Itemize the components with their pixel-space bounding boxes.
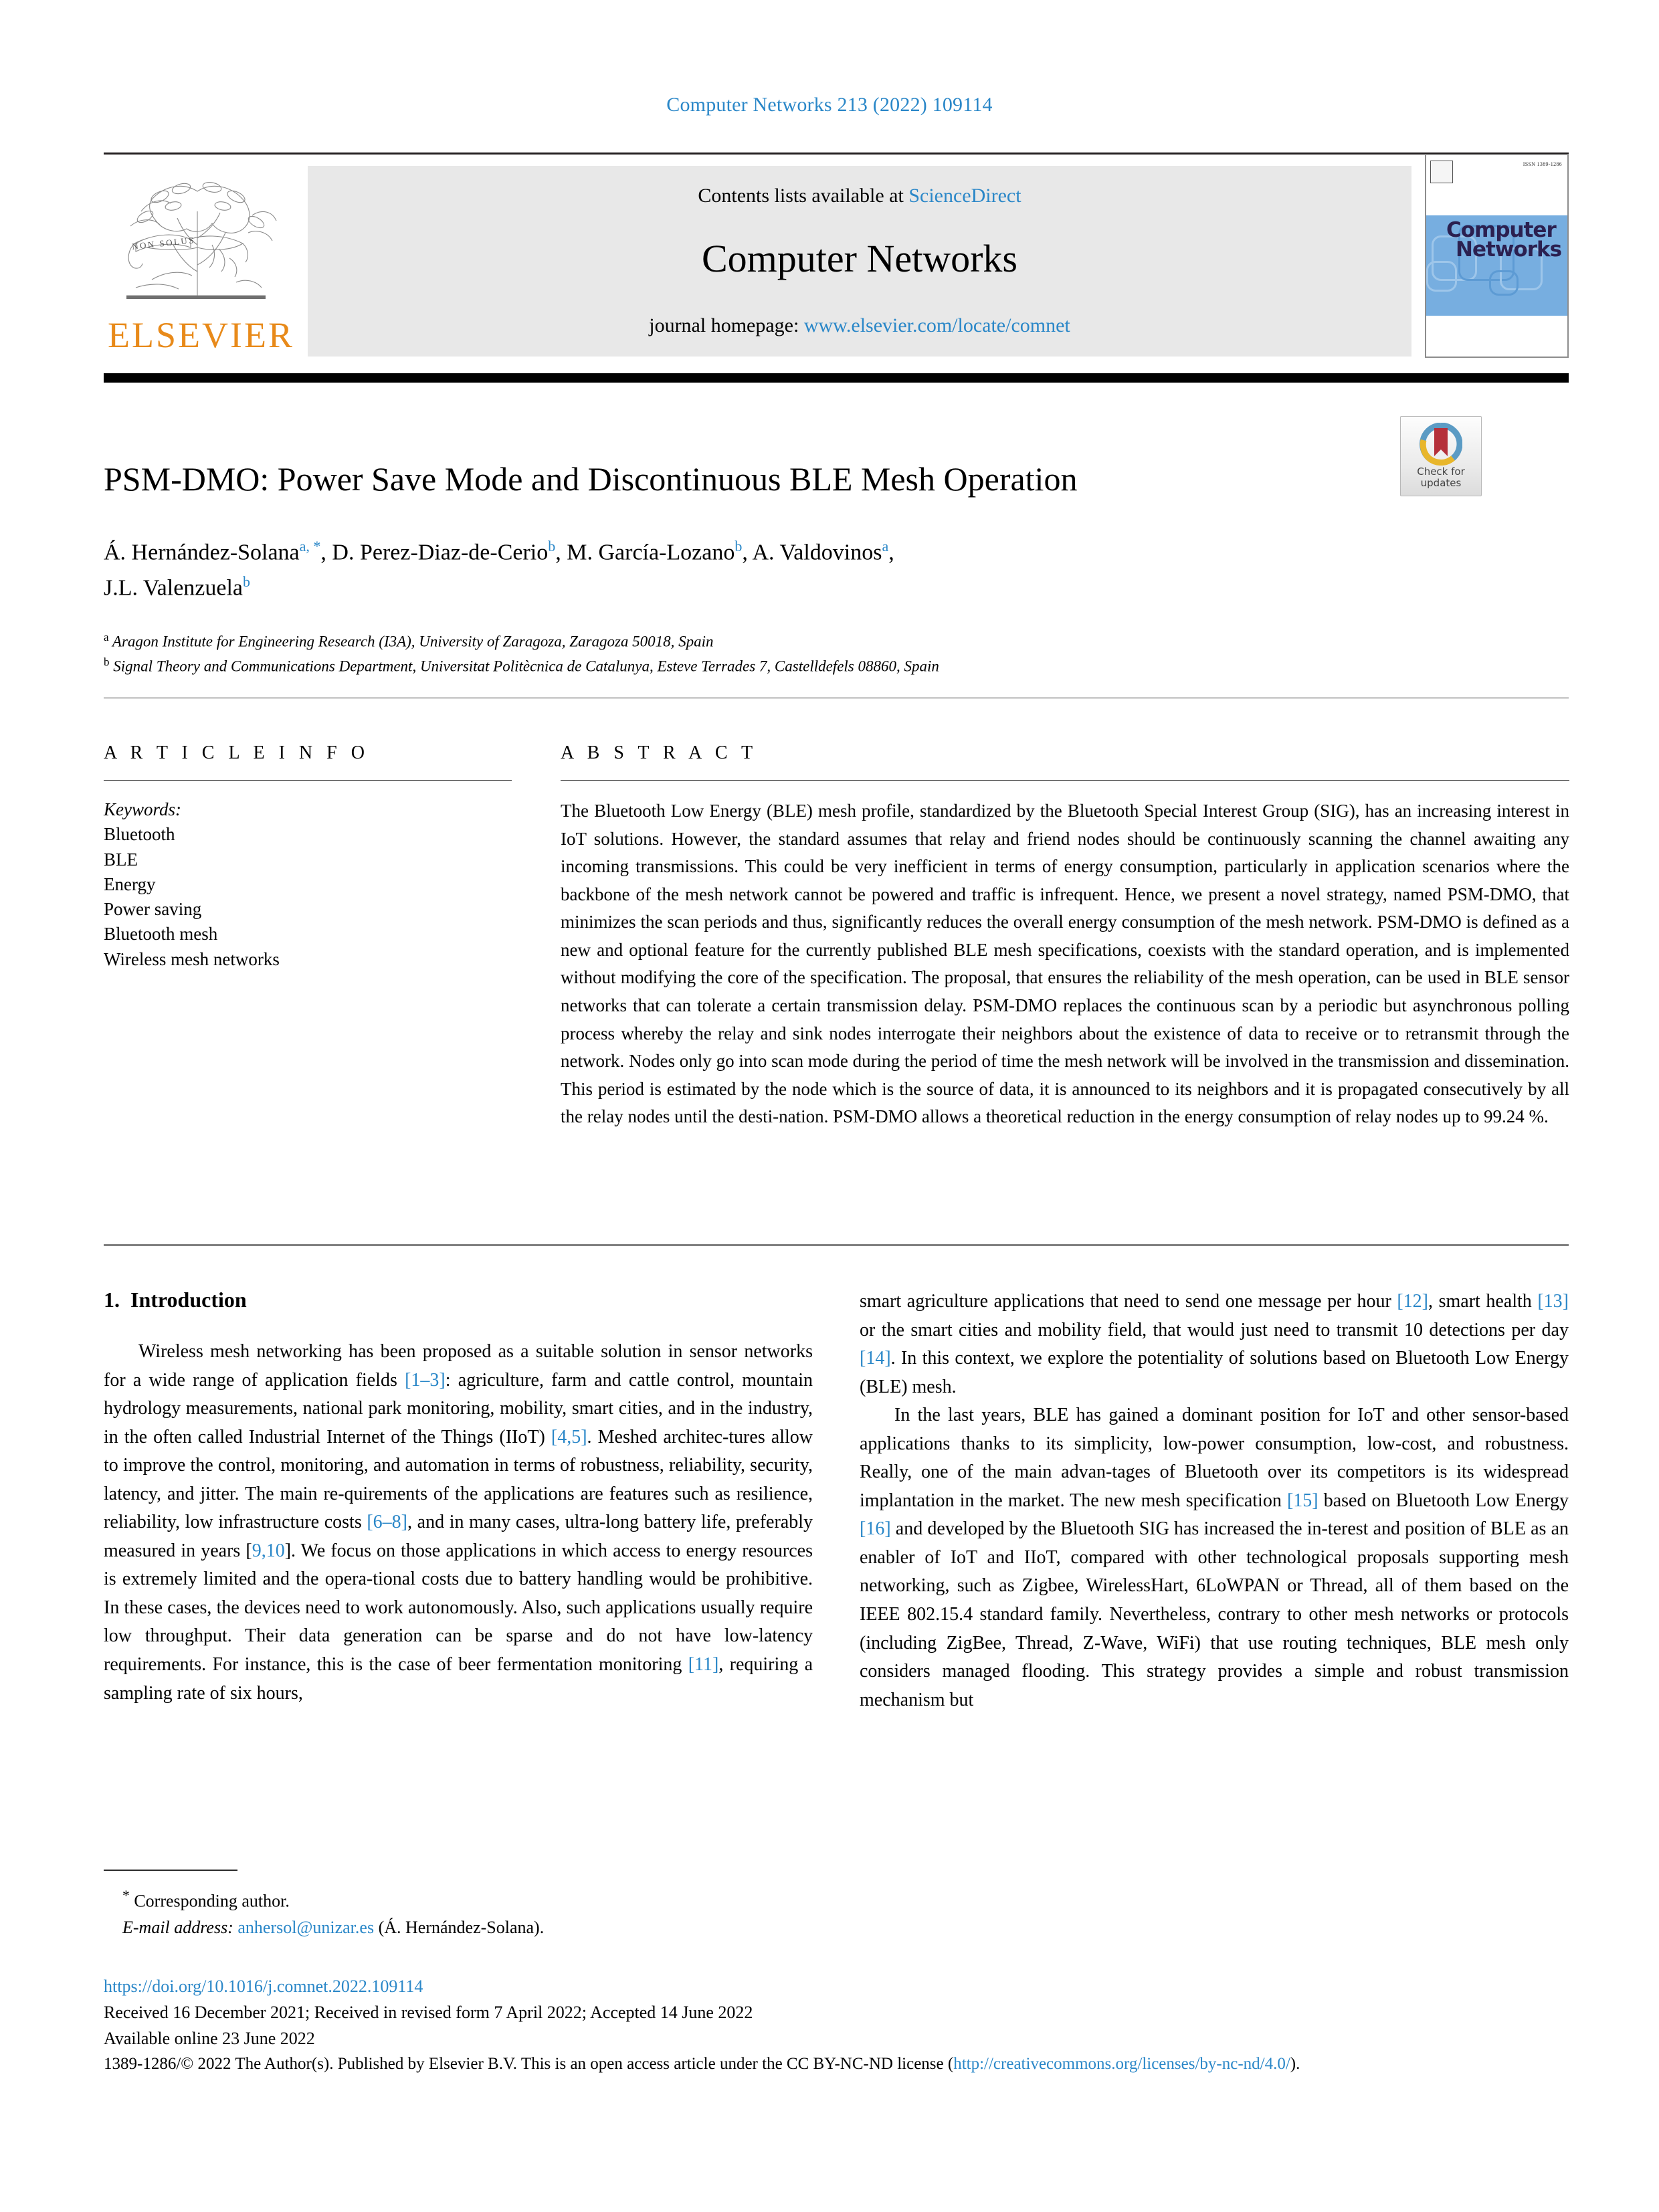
journal-homepage-prefix: journal homepage: — [649, 314, 804, 336]
affiliation-b-mark: b — [104, 656, 110, 669]
section-number: 1. — [104, 1288, 120, 1312]
article-info-underline — [104, 780, 512, 781]
email-link[interactable]: anhersol@unizar.es — [237, 1917, 375, 1937]
citation-ref[interactable]: [6–8] — [367, 1512, 408, 1533]
keywords-block — [104, 797, 532, 972]
masthead-black-bar — [104, 373, 1569, 383]
affiliation-b — [104, 653, 1508, 678]
body-text: , smart health — [1428, 1291, 1538, 1312]
cover-elsevier-logo-icon — [1430, 161, 1453, 183]
keyword-item: Energy — [104, 874, 156, 894]
svg-text:NON SOLUS: NON SOLUS — [131, 235, 196, 252]
affiliation-list — [104, 629, 1508, 679]
cover-journal-title — [1446, 218, 1562, 262]
crossmark-label — [1401, 466, 1481, 490]
keyword-item: Wireless mesh networks — [104, 948, 280, 969]
elsevier-tree-icon — [112, 165, 279, 310]
crossmark-badge[interactable] — [1400, 416, 1482, 496]
author-1: Á. Hernández-Solana — [104, 540, 300, 565]
elsevier-logo — [104, 165, 294, 359]
cover-title-line2: Networks — [1456, 237, 1562, 262]
abstract-text: The Bluetooth Low Energy (BLE) mesh profile, standardized by the Bluetooth Special Interest Group (SIG), has an increasing interest in IoT solutions. However, the standard assumes that relay and friend nodes should be continuously scanning the channel awaiting any incoming transmissions. This could be very inefficient in terms of energy consumption, particularly in application scenarios where the backbone of the mesh network cannot be powered and traffic is infrequent. Hence, we present a novel strategy, named PSM-DMO, that minimizes the scan periods and thus, significantly reduces the overall energy consumption of the mesh network. PSM-DMO is defined as a new and optional feature for the currently published BLE mesh specifications, coexists with the standard operation, and is implemented without modifying the core of the specification. The proposal, that ensures the reliability of the mesh operation, can be used in BLE sensor networks that can tolerate a certain transmission delay. PSM-DMO replaces the continuous scan by a periodic but asynchronous polling process whereby the relay and sink nodes interrogate their neighbors about the existence of data to receive or to retransmit through the network. Nodes only go into scan mode during the period of time the mesh network will be involved in the transmission and dissemination. This period is estimated by the node which is the source of data, it is announced to its neighbors and it is propagated consecutively by all the relay nodes until the desti-nation. PSM-DMO allows a theoretical reduction in the energy consumption of relay nodes up to 99.24 %. — [561, 801, 1569, 1127]
keyword-item: BLE — [104, 849, 138, 870]
affiliation-a-mark: a — [104, 631, 109, 643]
citation-ref[interactable]: [16] — [860, 1518, 891, 1540]
keywords-label: Keywords: — [104, 799, 181, 819]
paragraph — [860, 1288, 1569, 1401]
body-column-right — [860, 1288, 1569, 1714]
abstract-heading: A B S T R A C T — [561, 742, 758, 763]
footnote-separator-rule — [104, 1870, 237, 1871]
elsevier-wordmark: ELSEVIER — [108, 315, 294, 355]
abstract-underline — [561, 780, 1569, 781]
cover-decoration-shape-4 — [1489, 270, 1519, 296]
license-link[interactable]: http://creativecommons.org/licenses/by-nc-nd/4.0/ — [953, 2055, 1290, 2073]
author-3: M. García-Lozano — [567, 540, 735, 565]
body-text: smart agriculture applications that need to send one message per hour — [860, 1291, 1397, 1312]
keyword-item: Power saving — [104, 899, 202, 919]
journal-masthead — [104, 159, 1569, 360]
email-label: E-mail address: — [122, 1917, 233, 1937]
author-5-affil-mark: b — [243, 573, 251, 591]
running-head: Computer Networks 213 (2022) 109114 — [666, 94, 993, 116]
author-4: A. Valdovinos — [752, 540, 882, 565]
copyright-suffix: ). — [1290, 2055, 1300, 2073]
crossmark-label-line1: Check for — [1417, 466, 1465, 478]
cover-title-line1: Computer — [1446, 218, 1556, 242]
author-2: D. Perez-Diaz-de-Cerio — [332, 540, 549, 565]
author-3-affil-mark: b — [735, 538, 743, 555]
citation-ref[interactable]: [11] — [688, 1654, 719, 1676]
body-text: In the last years, BLE has gained a dominant position for IoT and other sensor-based applications thanks to its simplicity, low-power consumption, low-cost, and robustness. Really, one of the main advan-tages of Bluetooth over its competitors is its widespread implantation in the market. The new mesh specification — [860, 1405, 1569, 1511]
body-text: ]. We focus on those applications in which access to energy resources is extremely limited and the opera-tional costs due to battery handling would be prohibitive. In these cases, the devices need to work autonomously. Also, such applications usually require low throughput. Their data generation can be sparse and do not have low-latency requirements. For instance, this is the case of beer fermentation monitoring — [104, 1540, 813, 1676]
doi-line — [104, 1973, 1569, 1999]
journal-cover-thumbnail[interactable] — [1425, 154, 1569, 358]
keyword-item: Bluetooth mesh — [104, 924, 218, 944]
journal-homepage-link[interactable]: www.elsevier.com/locate/comnet — [803, 314, 1070, 336]
crossmark-label-line2: updates — [1420, 477, 1462, 490]
page-title: PSM-DMO: Power Save Mode and Discontinuous BLE Mesh Operation — [104, 460, 1078, 498]
body-text: . In this context, we explore the potentiality of solutions based on Bluetooth Low Energy (BLE) mesh. — [860, 1348, 1569, 1397]
author-1-affil-mark: a, * — [299, 538, 321, 555]
author-4-affil-mark: a — [882, 538, 889, 555]
masthead-contents-box — [308, 166, 1411, 357]
corresponding-author-note — [104, 1885, 840, 1914]
journal-title: Computer Networks — [702, 237, 1017, 280]
contents-lists-prefix: Contents lists available at — [698, 185, 909, 207]
section-heading-introduction — [104, 1288, 247, 1312]
paragraph — [860, 1401, 1569, 1714]
journal-homepage-line — [308, 314, 1411, 337]
body-text: or the smart cities and mobility field, that would just need to transmit 10 detections per day — [860, 1319, 1569, 1340]
citation-ref[interactable]: 9,10 — [252, 1540, 285, 1561]
author-5: J.L. Valenzuela — [104, 575, 243, 601]
affiliation-a — [104, 629, 1508, 653]
sciencedirect-link[interactable]: ScienceDirect — [908, 185, 1021, 207]
cover-issn-text: ISSN 1389-1286 — [1523, 161, 1562, 167]
affiliation-b-text: Signal Theory and Communications Department, Universitat Politècnica de Catalunya, Esteve Terrades 7, Castelldefels 08860, Spain — [113, 658, 939, 675]
citation-ref[interactable]: [15] — [1286, 1490, 1319, 1511]
body-text: based on Bluetooth Low Energy — [1318, 1490, 1569, 1511]
body-column-left — [104, 1338, 813, 1708]
author-list: Á. Hernández-Solana$^{a, *}$, D. Perez-Diaz-de-Cerio$^b$, M. García-Lozano$^b$, A. Valdovinos$^a$, J.L. Valenzuela$^b$ — [104, 538, 894, 601]
citation-ref[interactable]: [13] — [1537, 1291, 1569, 1312]
body-text: , and in many cases, ultra-long battery life, preferably measured in years [ — [104, 1512, 813, 1561]
masthead-top-rule — [104, 153, 1569, 155]
citation-ref[interactable]: [4,5] — [551, 1426, 587, 1447]
abstract-bottom-rule — [104, 1244, 1569, 1246]
citation-ref[interactable]: [14] — [860, 1348, 891, 1369]
paragraph — [104, 1338, 813, 1708]
author-2-affil-mark: b — [548, 538, 556, 555]
section-title: Introduction — [130, 1288, 247, 1312]
body-text: : agriculture, farm and cattle control, mountain hydrology measurements, national park monitoring, mobility, smart cities, and in the industry, in the often called Industrial Internet of the Things (IIoT) — [104, 1369, 813, 1447]
available-online-line: Available online 23 June 2022 — [104, 2029, 315, 2048]
imprint-block — [104, 1973, 1569, 2077]
affiliation-a-text: Aragon Institute for Engineering Research (I3A), University of Zaragoza, Zaragoza 50018, Spain — [112, 633, 714, 650]
cover-decoration-shape-5 — [1426, 261, 1457, 292]
article-info-heading: A R T I C L E I N F O — [104, 742, 369, 763]
doi-link[interactable]: https://doi.org/10.1016/j.comnet.2022.109114 — [104, 1977, 423, 1996]
footnote-block — [104, 1885, 840, 1940]
received-line: Received 16 December 2021; Received in revised form 7 April 2022; Accepted 14 June 2022 — [104, 2003, 753, 2022]
body-text: Wireless mesh networking has been proposed as a suitable solution in sensor networks for a wide range of application fields — [104, 1341, 813, 1391]
body-text: , requiring a sampling rate of six hours, — [104, 1654, 813, 1704]
body-text: and developed by the Bluetooth SIG has increased the in-terest and position of BLE as an enabler of IoT and IIoT, compared with other technological proposals supporting mesh networking, such as Zigbee, WirelessHart, 6LoWPAN or Thread, all of them based on the IEEE 802.15.4 standard family. Nevertheless, contrary to other mesh networks or protocols (including ZigBee, Thread, Z-Wave, WiFi) that use routing techniques, BLE mesh only considers managed flooding. This strategy provides a simple and robust transmission mechanism but — [860, 1518, 1569, 1710]
citation-ref[interactable]: [1–3] — [405, 1369, 446, 1391]
corresponding-author-text: Corresponding author. — [134, 1891, 290, 1911]
email-owner: (Á. Hernández-Solana). — [378, 1917, 545, 1937]
body-text: . Meshed architec-tures allow to improve the control, monitoring, and automation in terms of robustness, reliability, security, latency, and jitter. The main re-quirements of the applications are features such as resilience, reliability, low infrastructure costs — [104, 1426, 813, 1533]
email-note — [104, 1914, 840, 1940]
keyword-item: Bluetooth — [104, 824, 175, 845]
contents-lists-line — [308, 185, 1411, 207]
corresponding-author-marker: * — [122, 1888, 130, 1904]
crossmark-ring-icon — [1420, 423, 1462, 466]
citation-ref[interactable]: [12] — [1397, 1291, 1429, 1312]
copyright-line — [104, 2051, 1569, 2077]
copyright-text: 1389-1286/© 2022 The Author(s). Published by Elsevier B.V. This is an open access article under the CC BY-NC-ND license ( — [104, 2055, 954, 2073]
